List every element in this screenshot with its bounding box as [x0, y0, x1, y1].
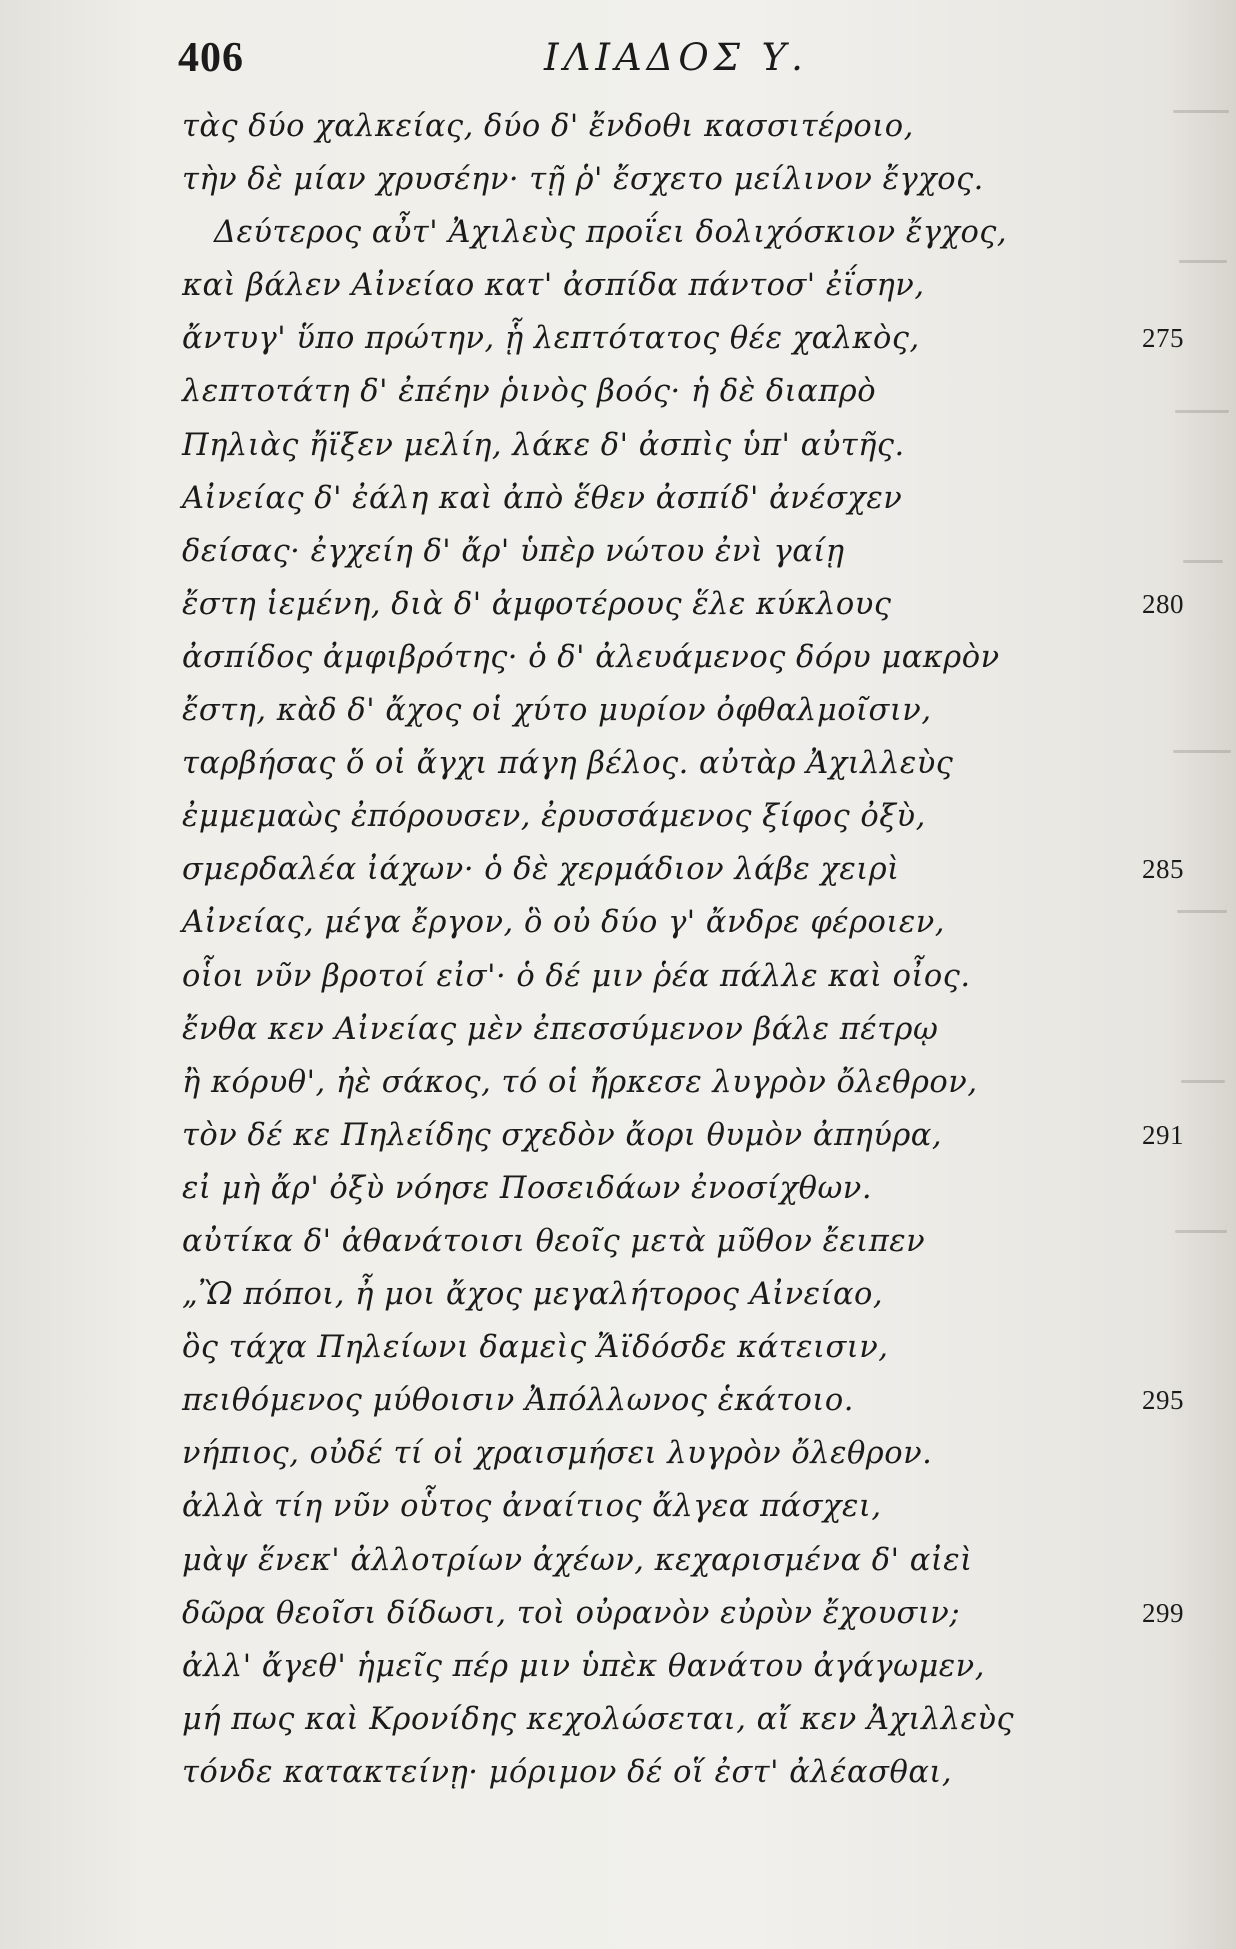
verse-block [182, 100, 1212, 1920]
verse-line [182, 578, 1212, 631]
verse-line [182, 1268, 1212, 1321]
verse-text: Αἰνείας δ' ἐάλη καὶ ἀπὸ ἕθεν ἀσπίδ' ἀνέσχεν [182, 480, 903, 516]
line-number: 295 [1142, 1385, 1184, 1416]
verse-text: τόνδε κατακτείνῃ· μόριμον δέ οἵ ἐστ' ἀλέασθαι, [182, 1754, 953, 1790]
show-through-from-facing-page [1165, 90, 1236, 1390]
verse-line [182, 525, 1212, 578]
line-number: 299 [1142, 1597, 1184, 1628]
verse-line [182, 790, 1212, 843]
show-through-mark [1175, 1230, 1227, 1233]
verse-line [182, 631, 1212, 684]
verse-text: ἀσπίδος ἀμφιβρότης· ὁ δ' ἀλευάμενος δόρυ μακρὸν [182, 639, 1000, 675]
verse-text: τὰς δύο χαλκείας, δύο δ' ἔνδοθι κασσιτέροιο, [182, 109, 914, 144]
verse-text: Αἰνείας, μέγα ἔργον, ὃ οὐ δύο γ' ἄνδρε φέροιεν, [182, 905, 945, 941]
verse-line [182, 1215, 1212, 1268]
verse-text: ἔνθα κεν Αἰνείας μὲν ἐπεσσύμενον βάλε πέτρῳ [182, 1011, 939, 1047]
show-through-mark [1183, 560, 1223, 563]
show-through-mark [1177, 910, 1227, 913]
show-through-mark [1175, 410, 1229, 413]
running-title: ΙΛΙΑΔΟΣ Υ. [544, 36, 808, 79]
verse-text: „Ὢ πόποι, ἦ μοι ἄχος μεγαλήτορος Αἰνείαο, [182, 1277, 884, 1313]
verse-line [182, 1534, 1212, 1587]
verse-line [182, 896, 1212, 949]
verse-line [182, 365, 1212, 418]
verse-line [182, 259, 1212, 312]
verse-line [182, 684, 1212, 737]
verse-text: Δεύτερος αὖτ' Ἀχιλεὺς προΐει δολιχόσκιον ἔγχος, [214, 215, 1008, 251]
line-number: 291 [1142, 1119, 1184, 1150]
verse-line [182, 843, 1212, 896]
show-through-mark [1181, 1080, 1225, 1083]
verse-text: ἔστη, κὰδ δ' ἄχος οἱ χύτο μυρίον ὀφθαλμοῖσιν, [182, 693, 932, 729]
verse-line [182, 1640, 1212, 1693]
page-header [178, 26, 1058, 86]
show-through-mark [1179, 260, 1227, 263]
verse-text: τὴν δὲ μίαν χρυσέην· τῇ ῥ' ἔσχετο μείλινον ἔγχος. [182, 162, 984, 198]
verse-text: ταρβήσας ὅ οἱ ἄγχι πάγη βέλος. αὐτὰρ Ἀχιλλεὺς [182, 746, 954, 782]
verse-line [182, 419, 1212, 472]
verse-text: οἷοι νῦν βροτοί εἰσ'· ὁ δέ μιν ῥέα πάλλε καὶ οἶος. [182, 958, 971, 994]
verse-text: τὸν δέ κε Πηλείδης σχεδὸν ἄορι θυμὸν ἀπηύρα, [182, 1117, 943, 1153]
verse-text: πειθόμενος μύθοισιν Ἀπόλλωνος ἑκάτοιο. [182, 1383, 854, 1419]
verse-line [182, 312, 1212, 365]
verse-line [182, 1321, 1212, 1374]
verse-line [182, 1374, 1212, 1427]
verse-line [182, 1003, 1212, 1056]
line-number: 285 [1142, 854, 1184, 885]
verse-line [182, 1587, 1212, 1640]
verse-text: ἄντυγ' ὕπο πρώτην, ᾗ λεπτότατος θέε χαλκὸς, [182, 321, 920, 357]
verse-text: δείσας· ἐγχείη δ' ἄρ' ὑπὲρ νώτου ἐνὶ γαίῃ [182, 533, 845, 569]
verse-line [182, 472, 1212, 525]
verse-line [182, 950, 1212, 1003]
verse-line [182, 1427, 1212, 1480]
verse-text: ἢ κόρυθ', ἠὲ σάκος, τό οἱ ἤρκεσε λυγρὸν ὄλεθρον, [182, 1064, 978, 1100]
verse-text: μὰψ ἕνεκ' ἀλλοτρίων ἀχέων, κεχαρισμένα δ' αἰεὶ [182, 1542, 973, 1578]
verse-line [182, 1109, 1212, 1162]
verse-line [182, 1693, 1212, 1746]
verse-line [182, 1746, 1212, 1799]
verse-line [182, 100, 1212, 153]
verse-text: σμερδαλέα ἰάχων· ὁ δὲ χερμάδιον λάβε χειρὶ [182, 852, 900, 888]
verse-text: καὶ βάλεν Αἰνείαο κατ' ἀσπίδα πάντοσ' ἐΐσην, [182, 268, 925, 304]
verse-text: μή πως καὶ Κρονίδης κεχολώσεται, αἴ κεν Ἀχιλλεὺς [182, 1701, 1015, 1737]
verse-text: ἀλλὰ τίη νῦν οὗτος ἀναίτιος ἄλγεα πάσχει, [182, 1489, 882, 1525]
verse-line [182, 153, 1212, 206]
verse-line [182, 206, 1212, 259]
verse-text: ἔστη ἱεμένη, διὰ δ' ἀμφοτέρους ἕλε κύκλους [182, 586, 892, 622]
verse-text: λεπτοτάτη δ' ἐπέην ῥινὸς βοός· ἡ δὲ διαπρὸ [182, 374, 877, 410]
verse-line [182, 1056, 1212, 1109]
verse-text: δῶρα θεοῖσι δίδωσι, τοὶ οὐρανὸν εὐρὺν ἔχουσιν; [182, 1595, 961, 1631]
page-number: 406 [178, 35, 244, 81]
verse-text: Πηλιὰς ἤϊξεν μελίη, λάκε δ' ἀσπὶς ὑπ' αὐτῆς. [182, 427, 905, 463]
line-number: 275 [1142, 323, 1184, 354]
verse-line [182, 1162, 1212, 1215]
line-number: 280 [1142, 588, 1184, 619]
verse-text: ἀλλ' ἄγεθ' ἡμεῖς πέρ μιν ὑπὲκ θανάτου ἀγάγωμεν, [182, 1648, 985, 1684]
verse-text: εἰ μὴ ἄρ' ὀξὺ νόησε Ποσειδάων ἐνοσίχθων. [182, 1170, 873, 1206]
verse-text: αὐτίκα δ' ἀθανάτοισι θεοῖς μετὰ μῦθον ἔειπεν [182, 1223, 926, 1259]
show-through-mark [1173, 750, 1231, 753]
verse-text: ὃς τάχα Πηλείωνι δαμεὶς Ἄϊδόσδε κάτεισιν, [182, 1330, 889, 1366]
verse-line [182, 1480, 1212, 1533]
verse-text: νήπιος, οὐδέ τί οἱ χραισμήσει λυγρὸν ὄλεθρον. [182, 1436, 933, 1472]
verse-text: ἐμμεμαὼς ἐπόρουσεν, ἐρυσσάμενος ξίφος ὀξὺ, [182, 799, 926, 835]
show-through-mark [1173, 110, 1229, 113]
verse-line [182, 737, 1212, 790]
